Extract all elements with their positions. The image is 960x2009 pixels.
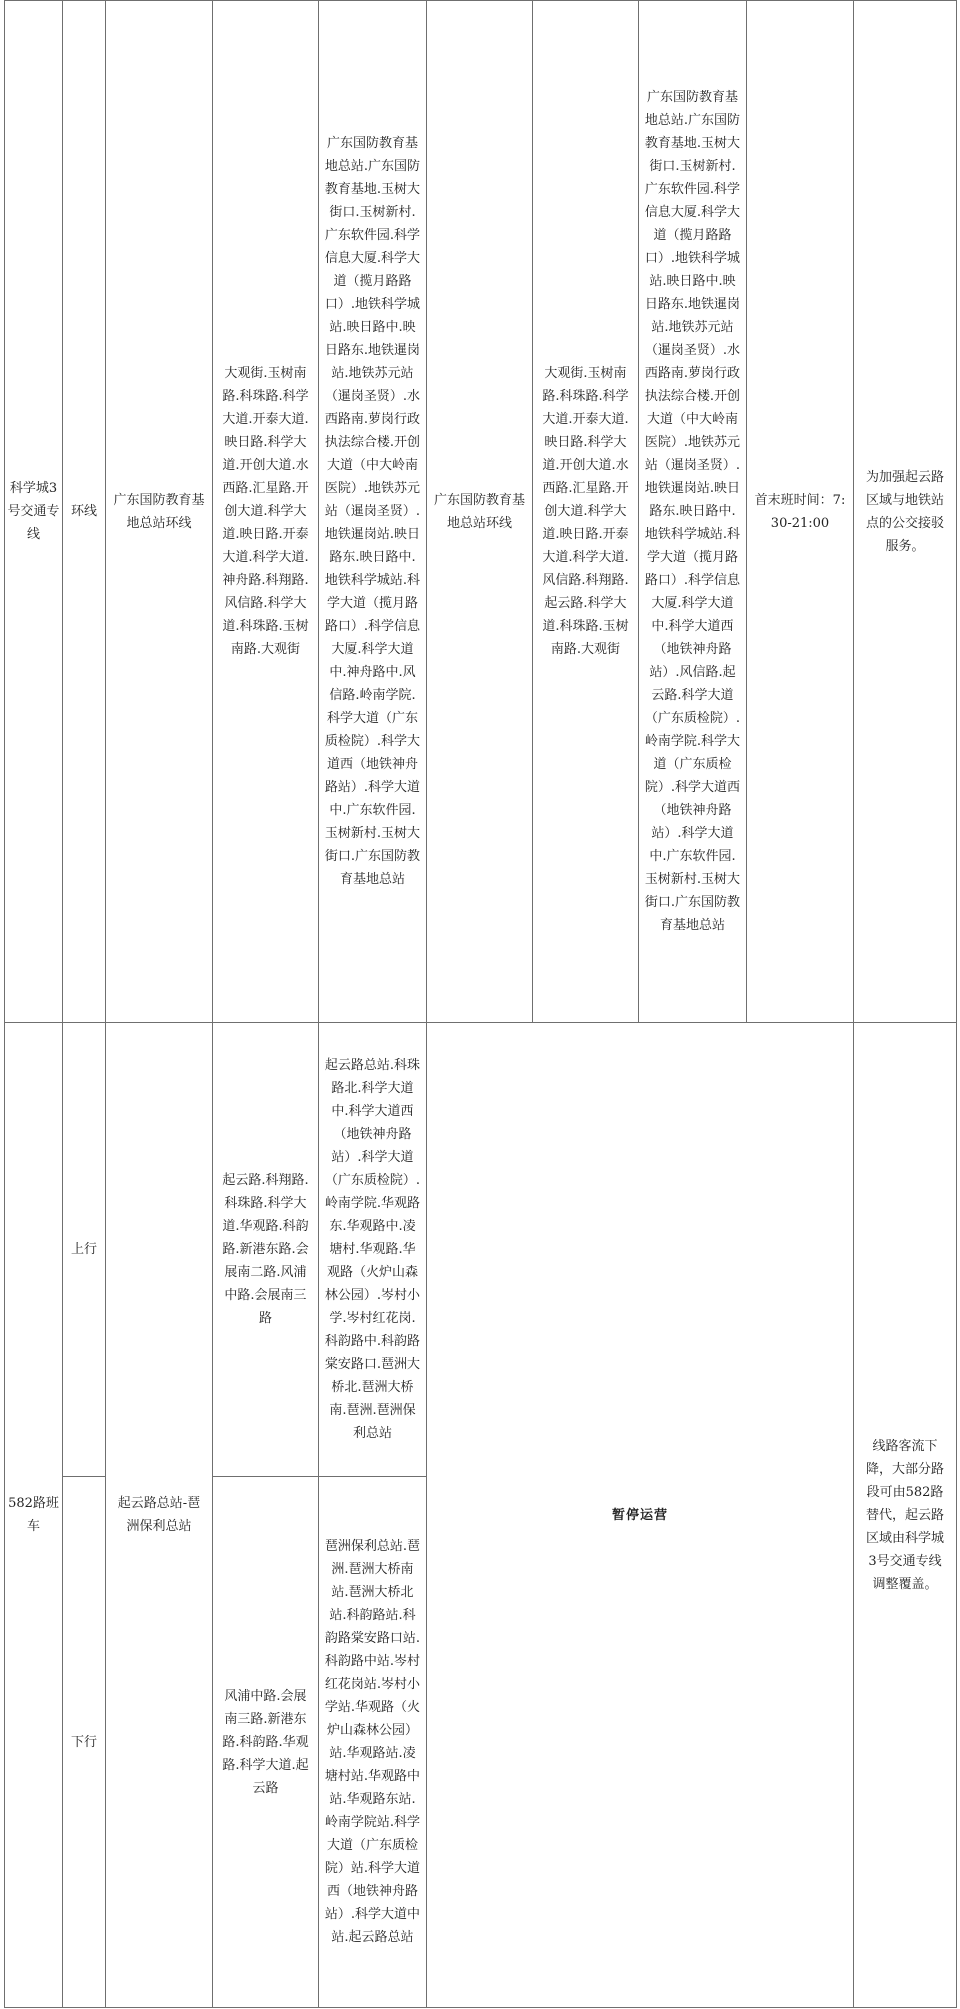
new-roads-cell	[533, 1, 639, 1023]
adjustment-note-cell	[854, 1023, 957, 2008]
line-name: 582路班车	[8, 1496, 59, 1534]
service-time-cell	[747, 1, 854, 1023]
line-name-cell	[5, 1, 63, 1023]
old-route-stops: 广东国防教育基地总站.广东国防教育基地.玉树大街口.玉树新村.广东软件园.科学信息大厦.科学大道（揽月路路口）.地铁科学城站.映日路中.映日路东.地铁暹岗站.地铁苏元站（暹岗圣贤）.水西路南.萝岗行政执法综合楼.开创大道（中大岭南医院）.地铁苏元站（暹岗圣贤）.地铁暹岗站.映日路东.映日路中.地铁科学城站.科学大道（揽月路路口）.科学信息大厦.科学大道中.神舟路中.风信路.岭南学院.科学大道（广东质检院）.科学大道西（地铁神舟路站）.科学大道中.广东软件园.玉树新村.玉树大街口.广东国防教育基地总站	[324, 136, 421, 887]
direction-cell	[63, 1023, 106, 1477]
old-roads-cell	[213, 1023, 319, 1477]
line-name: 科学城3号交通专线	[7, 481, 60, 542]
old-route-name-cell	[106, 1, 213, 1023]
adjustment-note: 线路客流下降，大部分路段可由582路替代，起云路区域由科学城3号交通专线调整覆盖。	[865, 1438, 944, 1592]
route-adjustment-table	[4, 0, 957, 2008]
new-route-roads: 大观街.玉树南路.科珠路.科学大道.开泰大道.映日路.科学大道.开创大道.水西路.汇星路.开创大道.科学大道.映日路.开泰大道.科学大道.风信路.科翔路.起云路.科学大道.科珠路.玉树南路.大观街	[542, 366, 629, 657]
old-route-name-cell	[106, 1023, 213, 2008]
new-route-name-cell	[427, 1, 533, 1023]
service-time: 首末班时间：7:30-21:00	[754, 492, 846, 531]
table-row-line-3	[5, 1, 957, 1023]
route-adjustment-document	[4, 0, 956, 2007]
down-route-roads: 风浦中路.会展南三路.新港东路.科韵路.华观路.科学大道.起云路	[222, 1688, 309, 1796]
old-roads-cell	[213, 1477, 319, 2008]
adjustment-note-cell	[854, 1, 957, 1023]
table-row-582-up	[5, 1023, 957, 1477]
direction-label: 环线	[70, 504, 97, 519]
new-stops-cell	[639, 1, 747, 1023]
new-route-name: 广东国防教育基地总站环线	[433, 492, 525, 531]
old-roads-cell	[213, 1, 319, 1023]
old-route-roads: 大观街.玉树南路.科珠路.科学大道.开泰大道.映日路.科学大道.开创大道.水西路.汇星路.开创大道.科学大道.映日路.开泰大道.科学大道.神舟路.科翔路.风信路.科学大道.科珠路.玉树南路.大观街	[222, 366, 309, 657]
adjustment-note: 为加强起云路区域与地铁站点的公交接驳服务。	[865, 469, 944, 554]
up-route-stops: 起云路总站.科珠路北.科学大道中.科学大道西（地铁神舟路站）.科学大道（广东质检院）.岭南学院.华观路东.华观路中.凌塘村.华观路.华观路（火炉山森林公园）.岑村小学.岑村红花岗.科韵路中.科韵路棠安路口.琶洲大桥北.琶洲大桥南.琶洲.琶洲保利总站	[324, 1058, 421, 1441]
down-route-stops: 琶洲保利总站.琶洲.琶洲大桥南站.琶洲大桥北站.科韵路站.科韵路棠安路口站.科韵路中站.岑村红花岗站.岑村小学站.华观路（火炉山森林公园）站.华观路站.凌塘村站.华观路中站.华观路东站.岭南学院站.科学大道（广东质检院）站.科学大道西（地铁神舟路站）.科学大道中站.起云路总站	[324, 1539, 421, 1945]
old-stops-cell	[319, 1, 427, 1023]
up-route-roads: 起云路.科翔路.科珠路.科学大道.华观路.科韵路.新港东路.会展南二路.风浦中路.会展南三路	[222, 1173, 309, 1326]
direction-label-up: 上行	[70, 1242, 97, 1257]
old-stops-cell	[319, 1023, 427, 1477]
old-stops-cell	[319, 1477, 427, 2008]
direction-cell	[63, 1, 106, 1023]
suspended-cell	[427, 1023, 854, 2008]
direction-cell	[63, 1477, 106, 2008]
line-name-cell	[5, 1023, 63, 2008]
direction-label-down: 下行	[70, 1734, 97, 1750]
service-status: 暂停运营	[611, 1507, 668, 1523]
old-route-name: 广东国防教育基地总站环线	[113, 492, 205, 531]
new-route-stops: 广东国防教育基地总站.广东国防教育基地.玉树大街口.玉树新村.广东软件园.科学信息大厦.科学大道（揽月路路口）.地铁科学城站.映日路中.映日路东.地铁暹岗站.地铁苏元站（暹岗圣贤）.水西路南.萝岗行政执法综合楼.开创大道（中大岭南医院）.地铁苏元站（暹岗圣贤）.地铁暹岗站.映日路东.映日路中.地铁科学城站.科学大道（揽月路路口）.科学信息大厦.科学大道中.科学大道西（地铁神舟路站）.风信路.起云路.科学大道（广东质检院）.岭南学院.科学大道（广东质检院）.科学大道西（地铁神舟路站）.科学大道中.广东软件园.玉树新村.玉树大街口.广东国防教育基地总站	[644, 90, 741, 933]
old-route-name: 起云路总站-琶洲保利总站	[117, 1496, 201, 1534]
